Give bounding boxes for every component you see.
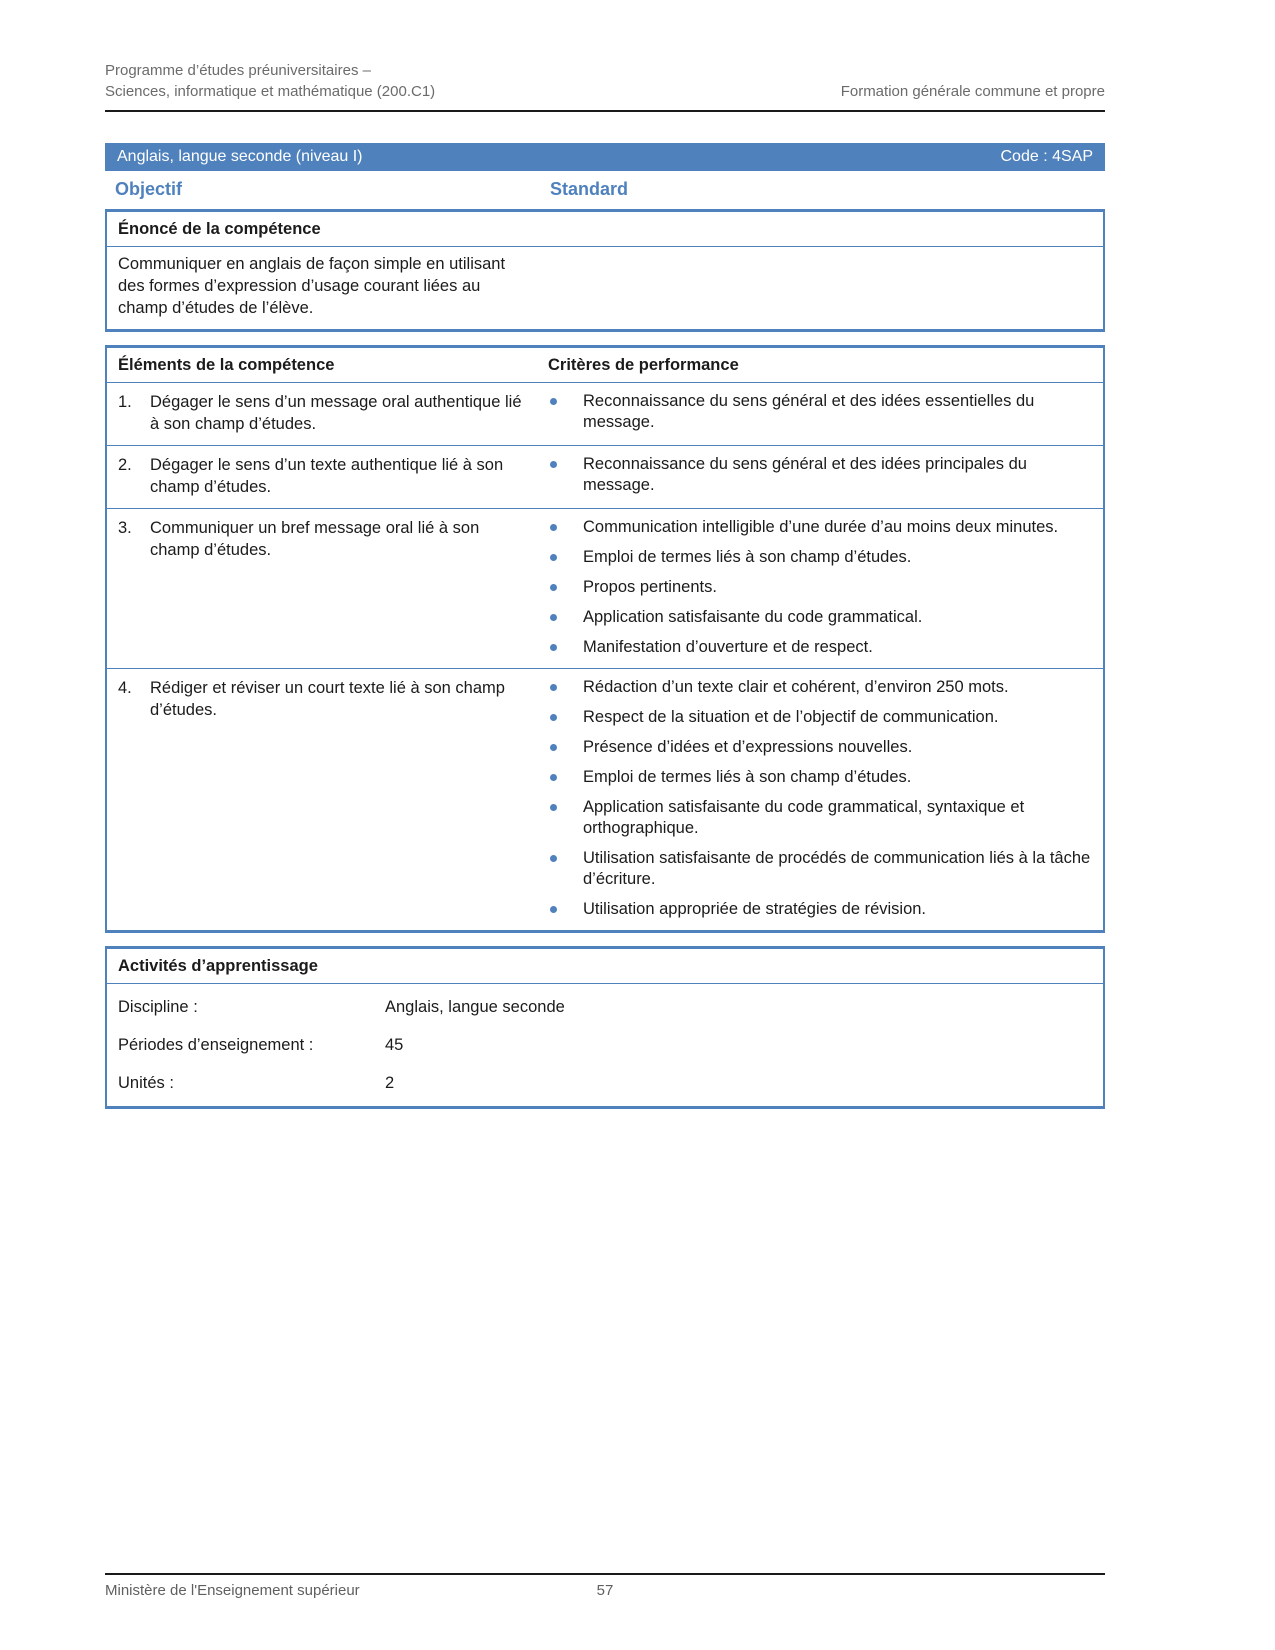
competence-table xyxy=(105,345,1105,933)
activites-value: 2 xyxy=(385,1074,395,1092)
element-text: Dégager le sens d’un message oral authentique lié à son champ d’études. xyxy=(150,393,522,433)
page-footer xyxy=(105,1573,1105,1600)
criteria-text: Emploi de termes liés à son champ d’études. xyxy=(583,768,912,786)
criteria-text: Utilisation appropriée de stratégies de révision. xyxy=(583,900,927,918)
criteria-text: Communication intelligible d’une durée d’au moins deux minutes. xyxy=(583,518,1059,536)
enonce-header: Énoncé de la compétence xyxy=(107,212,1103,247)
col2-header: Critères de performance xyxy=(548,356,739,374)
heading-standard: Standard xyxy=(550,179,629,199)
bullet-icon xyxy=(550,744,557,751)
enonce-table xyxy=(105,209,1105,332)
criteria-item xyxy=(548,677,1092,698)
criteria-item xyxy=(548,454,1092,496)
bullet-icon xyxy=(550,644,557,651)
program-title-line1: Programme d’études préuniversitaires – xyxy=(105,62,371,79)
heading-objectif: Objectif xyxy=(115,179,183,199)
col1-header: Éléments de la compétence xyxy=(118,356,335,374)
footer-divider xyxy=(105,1573,1105,1575)
running-header-left xyxy=(105,60,435,102)
criteria-cell xyxy=(548,391,1092,435)
bullet-icon xyxy=(550,614,557,621)
competence-row-1 xyxy=(107,382,1103,445)
criteria-cell xyxy=(548,517,1092,658)
bullet-icon xyxy=(550,554,557,561)
header-divider xyxy=(105,110,1105,112)
criteria-item xyxy=(548,707,1092,728)
criteria-text: Respect de la situation et de l’objectif de communication. xyxy=(583,708,999,726)
activites-value: Anglais, langue seconde xyxy=(385,998,565,1016)
bullet-icon xyxy=(550,714,557,721)
competence-row-3 xyxy=(107,508,1103,668)
element-cell xyxy=(118,454,548,498)
criteria-item xyxy=(548,607,1092,628)
bullet-icon xyxy=(550,398,557,405)
criteria-text: Propos pertinents. xyxy=(583,578,717,596)
course-banner-title: Anglais, langue seconde (niveau I) xyxy=(117,148,363,165)
element-number: 3. xyxy=(118,519,132,537)
criteria-item xyxy=(548,391,1092,433)
running-header-right: Formation générale commune et propre xyxy=(840,83,1105,100)
criteria-item xyxy=(548,767,1092,788)
competence-row-4 xyxy=(107,668,1103,930)
criteria-text: Emploi de termes liés à son champ d’études. xyxy=(583,548,912,566)
bullet-icon xyxy=(550,461,557,468)
criteria-item xyxy=(548,517,1092,538)
criteria-text: Reconnaissance du sens général et des idées essentielles du message. xyxy=(583,392,1035,431)
element-cell xyxy=(118,391,548,435)
element-text: Dégager le sens d’un texte authentique lié à son champ d’études. xyxy=(150,456,504,496)
criteria-text: Application satisfaisante du code grammatical. xyxy=(583,608,923,626)
activites-value: 45 xyxy=(385,1036,404,1054)
competence-table-header xyxy=(107,348,1103,382)
bullet-icon xyxy=(550,855,557,862)
footer-ministry: Ministère de l'Enseignement supérieur xyxy=(105,1582,360,1599)
element-number: 2. xyxy=(118,456,132,474)
section-headings xyxy=(105,179,1105,204)
bullet-icon xyxy=(550,524,557,531)
element-number: 1. xyxy=(118,393,132,411)
criteria-cell xyxy=(548,454,1092,498)
bullet-icon xyxy=(550,774,557,781)
competence-row-2 xyxy=(107,445,1103,508)
criteria-cell xyxy=(548,677,1092,920)
page-content xyxy=(105,0,1105,1109)
criteria-item xyxy=(548,577,1092,598)
criteria-item xyxy=(548,737,1092,758)
element-cell xyxy=(118,677,548,920)
criteria-item xyxy=(548,797,1092,839)
criteria-text: Rédaction d’un texte clair et cohérent, d’environ 250 mots. xyxy=(583,678,1009,696)
activites-row-unites xyxy=(107,1064,1103,1106)
element-number: 4. xyxy=(118,679,132,697)
activites-label: Unités : xyxy=(118,1074,174,1092)
enonce-body: Communiquer en anglais de façon simple en utilisant des formes d’expression d’usage courant liées au champ d’études de l’élève. xyxy=(118,255,506,317)
criteria-text: Application satisfaisante du code grammatical, syntaxique et orthographique. xyxy=(583,798,1025,837)
activites-table xyxy=(105,946,1105,1109)
criteria-item xyxy=(548,899,1092,920)
criteria-text: Utilisation satisfaisante de procédés de communication liés à la tâche d’écriture. xyxy=(583,849,1091,888)
bullet-icon xyxy=(550,804,557,811)
activites-row-periodes xyxy=(107,1026,1103,1064)
bullet-icon xyxy=(550,906,557,913)
element-text: Communiquer un bref message oral lié à son champ d’études. xyxy=(150,519,480,559)
footer-line xyxy=(105,1582,1105,1600)
element-cell xyxy=(118,517,548,658)
course-banner-code: Code : 4SAP xyxy=(1000,148,1093,165)
page-number: 57 xyxy=(596,1582,614,1599)
element-text: Rédiger et réviser un court texte lié à son champ d’études. xyxy=(150,679,505,719)
course-banner xyxy=(105,143,1105,171)
activites-label: Discipline : xyxy=(118,998,198,1016)
bullet-icon xyxy=(550,684,557,691)
bullet-icon xyxy=(550,584,557,591)
criteria-text: Manifestation d’ouverture et de respect. xyxy=(583,638,873,656)
criteria-text: Présence d’idées et d’expressions nouvelles. xyxy=(583,738,913,756)
criteria-text: Reconnaissance du sens général et des idées principales du message. xyxy=(583,455,1027,494)
criteria-item xyxy=(548,547,1092,568)
activites-label: Périodes d’enseignement : xyxy=(118,1036,314,1054)
criteria-item xyxy=(548,848,1092,890)
running-header xyxy=(105,0,1105,102)
criteria-item xyxy=(548,637,1092,658)
activites-header: Activités d’apprentissage xyxy=(107,949,1103,984)
activites-row-discipline xyxy=(107,984,1103,1026)
program-title-line2: Sciences, informatique et mathématique (200.C1) xyxy=(105,83,436,100)
